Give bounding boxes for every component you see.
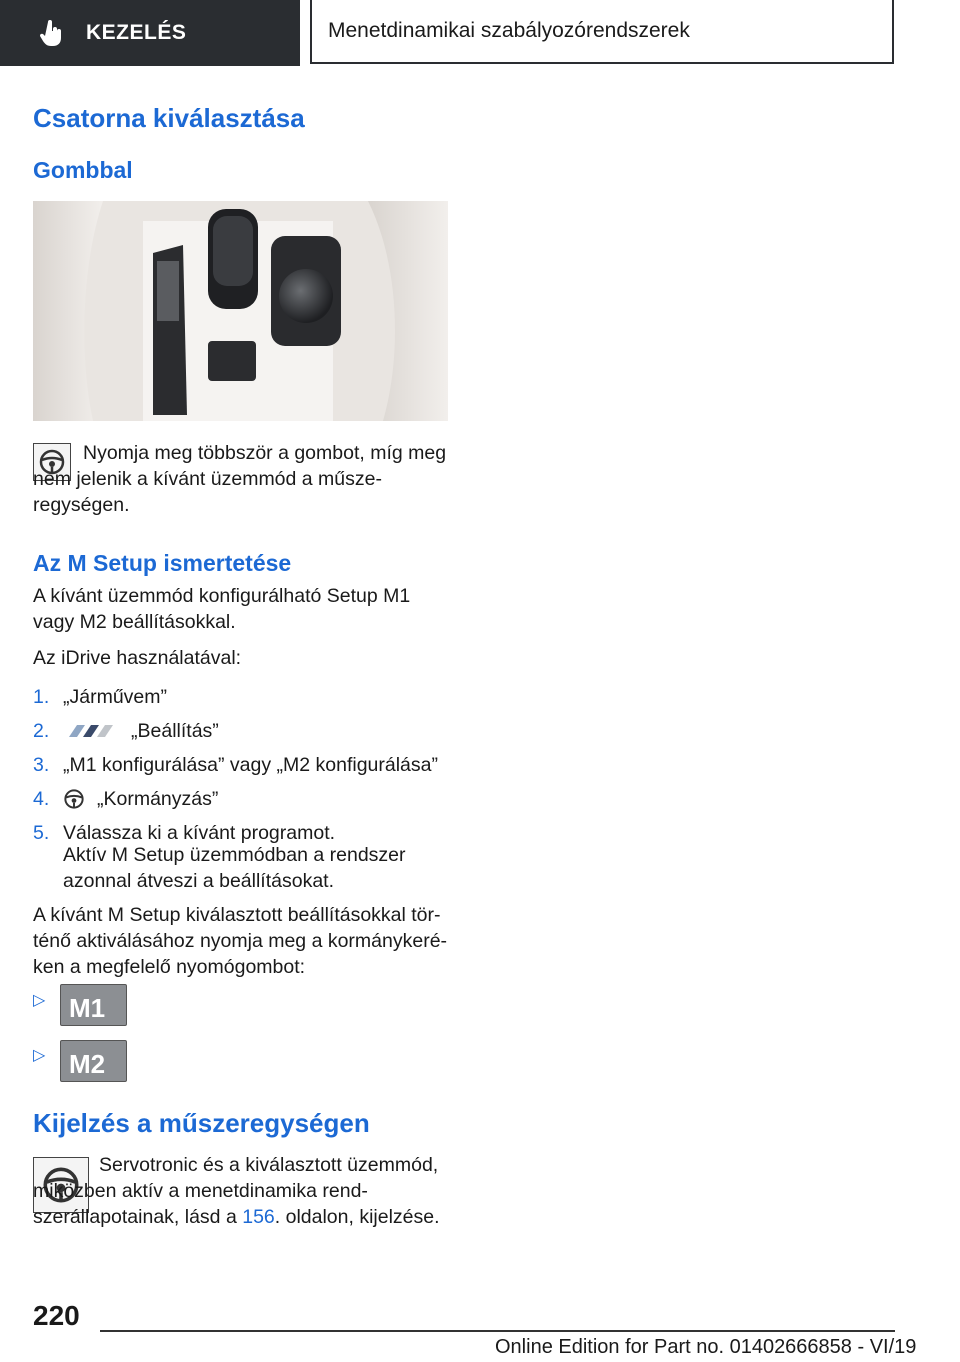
chapter-label: Menetdinamikai szabályozórendszerek — [328, 19, 690, 42]
svg-text:M2: M2 — [69, 1049, 106, 1079]
bullet-marker: ▷ — [33, 992, 46, 1009]
svg-text:M1: M1 — [69, 993, 106, 1023]
m2-icon — [61, 1041, 126, 1081]
chapter-tab — [310, 0, 894, 64]
center-console-photo — [33, 201, 448, 421]
list-item: 5. Válassza ki a kívánt programot. — [33, 821, 336, 844]
hand-icon — [38, 19, 66, 47]
m1-icon — [61, 985, 126, 1025]
m-stripes-icon — [63, 723, 119, 739]
bullet-marker: ▷ — [33, 1047, 46, 1064]
section-tab — [0, 0, 300, 66]
list-item: 2. „Beállítás” — [33, 719, 219, 742]
console-illustration — [33, 201, 448, 421]
list-item: 3. „M1 konfigurálása” vagy „M2 konfigurálása” — [33, 753, 438, 776]
msetup-intro: A kívánt üzemmód konfigurálható Setup M1 vagy M2 beállításokkal. — [33, 585, 411, 633]
m2-button-image — [60, 1040, 127, 1082]
msetup-idrive: Az iDrive használatával: — [33, 647, 242, 669]
display-heading: Kijelzés a műszeregységen — [33, 1108, 370, 1138]
msetup-heading: Az M Setup ismertetése — [33, 550, 292, 576]
page-link[interactable]: 156 — [242, 1206, 275, 1228]
subtitle-button: Gombbal — [33, 157, 133, 183]
section-label: KEZELÉS — [86, 21, 187, 44]
steering-wheel-icon — [63, 788, 85, 810]
footer-edition: Online Edition for Part no. 01402666858 - VI/19 — [495, 1336, 917, 1358]
activation-text: A kívánt M Setup kiválasztott beállításokkal történő aktiválásához nyomja meg a kormánykeréken a megfelelő nyomógombot: — [33, 904, 448, 978]
list-item: 4. „Kormányzás” — [33, 787, 219, 810]
display-text: Servotronic és a kiválasztott üzemmód, miközben aktív a menetdinamika rendszerállapotainak, lásd a 156. oldalon, kijelzése. — [33, 1154, 440, 1228]
footer-divider — [100, 1330, 895, 1332]
press-instruction: Nyomja meg többször a gombot, míg meg nem jelenik a kívánt üzemmód a műszeregységen. — [33, 442, 447, 516]
page-title: Csatorna kiválasztása — [33, 103, 305, 133]
m1-button-image — [60, 984, 127, 1026]
page-header — [0, 0, 960, 66]
list-item: 1. „Járművem” — [33, 685, 168, 708]
page-number: 220 — [33, 1300, 80, 1331]
step5-note: Aktív M Setup üzemmódban a rendszer azonnal átveszi a beállításokat. — [63, 844, 406, 892]
step-list — [33, 680, 453, 850]
